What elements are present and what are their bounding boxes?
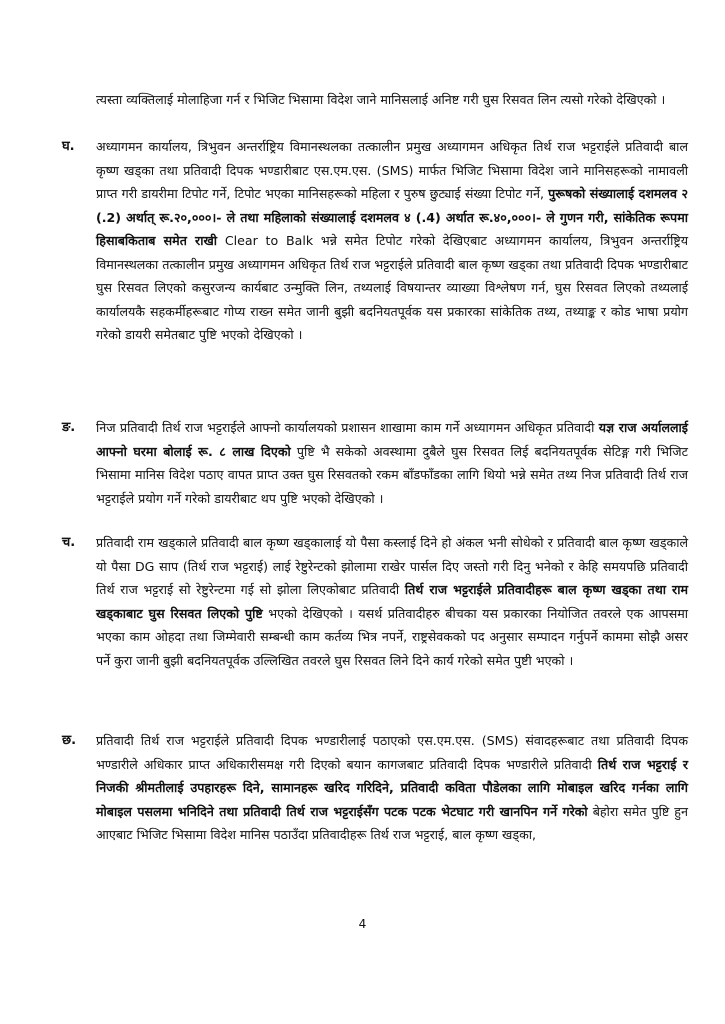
text-segment: Clear to Balk भन्ने समेत टिपोट गरेको देखिएबाट अध्यागमन कार्यालय, त्रिभुवन अन्तर्राष्ट्रिय विमानस्थलका तत्कालीन प्रमुख अध्यागमन अधिकृत तिर्थ राज भट्टराईले प्रतिवादी बाल कृष्ण खड्का तथा प्रतिवादी दिपक भण्डारीबाट घुस रिसवत लिएको कसुरजन्य कार्यबाट उन्मुक्ति लिन, तथ्यलाई विषयान्तर व्याख्या विश्लेषण गर्न, घुस रिसवत लिएको तथ्यलाई कार्यालयकै सहकर्मीहरूबाट गोप्य राख्न समेत जानी बुझी बदनियतपूर्वक यस प्रकारका सांकेतिक तथ्य, तथ्याङ्क र कोड भाषा प्रयोग गरेको डायरी समेतबाट पुष्टि भएको देखिएको । xyxy=(96,233,688,342)
section-marker-cha: च. xyxy=(62,535,76,550)
text-segment: पुष्टि भै सकेको अवस्थामा दुबैले घुस रिसवत लिई बदनियतपूर्वक सेटिङ्ग गरी भिजिट भिसामा मानिस विदेश पठाए वापत प्राप्त उक्त घुस रिसवतको रकम बाँडफाँडका लागि थियो भन्ने समेत तथ्य निज प्रतिवादी तिर्थ राज भट्टराईले प्रयोग गर्ने गरेको डायरीबाट थप पुष्टि भएको देखिएको । xyxy=(96,443,688,506)
highlighted-text: तिर्थ राज भट्टराईले प्रतिवादीहरू बाल कृष्ण खड्का तथा राम खड्काबाट घुस रिसवत लिएको पुष्टि xyxy=(96,582,688,621)
section-text xyxy=(96,135,688,347)
highlighted-text: यज्ञ राज अर्याललाई आफ्नो घरमा बोलाई रू. ८ लाख दिएको xyxy=(96,420,688,459)
text-segment: बेहोरा समेत पुष्टि हुन आएबाट भिजिट भिसामा विदेश मानिस पठाउँदा प्रतिवादीहरू तिर्थ राज भट्टराई, बाल कृष्ण खड्का, xyxy=(96,803,688,842)
text-segment: प्रतिवादी तिर्थ राज भट्टराईले प्रतिवादी दिपक भण्डारीलाई पठाएको एस.एम.एस. (SMS) संवादहरूबाट तथा प्रतिवादी दिपक भण्डारीले अधिकार प्राप्त अधिकारीसमक्ष गरी दिएको बयान कागजबाट प्रतिवादी दिपक भण्डारीले प्रतिवादी xyxy=(96,733,688,772)
highlighted-text: तिर्थ राज भट्टराई र निजकी श्रीमतीलाई उपहारहरू दिने, सामानहरू खरिद गरिदिने, प्रतिवादी कविता पौडेलका लागि मोबाइल खरिद गर्नका लागि मोबाइल पसलमा भनिदिने तथा प्रतिवादी तिर्थ राज भट्टराईसँग पटक पटक भेटघाट गरी खानपिन गर्ने गरेको xyxy=(96,756,688,819)
section-text xyxy=(96,531,688,672)
text-segment: अध्यागमन कार्यालय, त्रिभुवन अन्तर्राष्ट्रिय विमानस्थलका तत्कालीन प्रमुख अध्यागमन अधिकृत तिर्थ राज भट्टराईले प्रतिवादी बाल कृष्ण खड्का तथा प्रतिवादी दिपक भण्डारीबाट एस.एम.एस. (SMS) मार्फत भिजिट भिसामा विदेश जाने मानिसहरूको नामावली प्राप्त गरी डायरीमा टिपोट गर्ने, टिपोट भएका मानिसहरूको महिला र पुरुष छुट्याई संख्या टिपोट गर्ने, xyxy=(96,139,688,201)
intro-text: त्यस्ता व्यक्तिलाई मोलाहिजा गर्न र भिजिट भिसामा विदेश जाने मानिसलाई अनिष्ट गरी घुस रिसवत लिन त्यसो गरेको देखिएको । xyxy=(96,92,666,107)
section-text xyxy=(96,416,688,510)
page-number: 4 xyxy=(358,917,367,931)
highlighted-text: पुरूषको संख्यालाई दशमलव २ (.2) अर्थात् रू.२०,०००।- ले तथा महिलाको संख्यालाई दशमलव ४ (.4) अर्थात रू.४०,०००।- ले गुणन गरी, सांकेतिक रूपमा हिसाबकिताब समेत राखी xyxy=(96,186,688,248)
section-marker-nga: ङ. xyxy=(62,420,76,435)
intro-paragraph xyxy=(96,88,688,112)
text-segment: भएको देखिएको । यसर्थ प्रतिवादीहरु बीचका यस प्रकारका नियोजित तवरले एक आपसमा भएका काम ओहदा तथा जिम्मेवारी सम्बन्धी काम कर्तव्य भित्र नपर्ने, राष्ट्रसेवकको पद अनुसार सम्पादन गर्नुपर्ने काममा सोझै असर पर्ने कुरा जानी बुझी बदनियतपूर्वक उल्लिखित तवरले घुस रिसवत लिने दिने कार्य गरेको समेत पुष्टी भएको । xyxy=(96,605,688,668)
text-segment: प्रतिवादी राम खड्काले प्रतिवादी बाल कृष्ण खड्कालाई यो पैसा कस्लाई दिने हो अंकल भनी सोधेको र प्रतिवादी बाल कृष्ण खड्काले यो पैसा DG साप (तिर्थ राज भट्टराई) लाई रेष्टुरेन्टको झोलामा राखेर पार्सल दिए जस्तो गरी दिनु भनेको र केहि समयपछि प्रतिवादी तिर्थ राज भट्टराई सो रेष्टुरेन्टमा गई सो झोला लिएकोबाट प्रतिवादी xyxy=(96,535,688,597)
section-marker-chha: छ. xyxy=(62,733,77,748)
section-text xyxy=(96,729,688,847)
section-paragraph-cha xyxy=(96,531,688,672)
section-marker-gha: घ. xyxy=(62,139,75,154)
section-paragraph-gha xyxy=(96,135,688,347)
section-paragraph-nga xyxy=(96,416,688,510)
section-paragraph-chha xyxy=(96,729,688,847)
text-segment: निज प्रतिवादी तिर्थ राज भट्टराईले आफ्नो कार्यालयको प्रशासन शाखामा काम गर्ने अध्यागमन अधिकृत प्रतिवादी xyxy=(96,420,599,435)
